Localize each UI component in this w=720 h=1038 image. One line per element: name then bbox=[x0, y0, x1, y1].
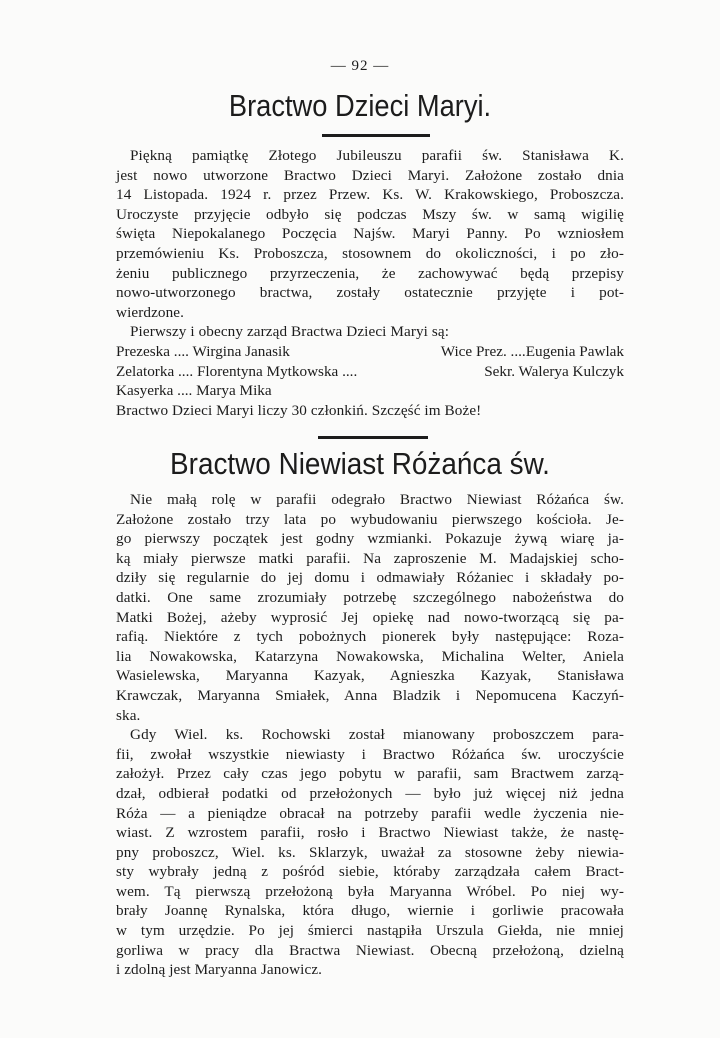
section-divider-rule bbox=[318, 436, 428, 439]
officer-right: Sekr. Walerya Kulczyk bbox=[484, 362, 624, 380]
text-line: brały Joannę Rynalska, która długo, wiernie i gorliwie pracowała bbox=[116, 902, 624, 920]
section-title-bractwo-niewiast: Bractwo Niewiast Różańca św. bbox=[170, 446, 550, 481]
text-line: Matki Bożej, ażeby wyprosić Jej opiekę nad nowo-tworzącą się pa- bbox=[116, 608, 624, 626]
officer-row bbox=[116, 381, 624, 401]
text-line: ska. bbox=[116, 706, 141, 724]
text-line: gorliwa w pracy dla Bractwa Niewiast. Obecną przełożoną, dzielną bbox=[116, 941, 624, 959]
text-line: Wasielewska, Maryanna Kazyak, Agnieszka Kazyak, Stanisława bbox=[116, 667, 624, 685]
text-line: w tym urzędzie. Po jej śmierci nastąpiła Urszula Giełda, nie mniej bbox=[116, 922, 624, 940]
text-line: go pierwszy początek jest godny wzmianki. Pokazuje żywą wiarę ja- bbox=[116, 530, 624, 548]
text-line: datki. One same zrozumiały potrzebę szczególnego nabożeństwa do bbox=[116, 588, 624, 606]
officer-left: Prezeska .... Wirgina Janasik bbox=[116, 342, 290, 360]
officer-left: Kasyerka .... Marya Mika bbox=[116, 382, 272, 400]
paragraph bbox=[116, 146, 624, 322]
text-line: pny proboszcz, Wiel. ks. Sklarzyk, uważał za stosowne żeby niewia- bbox=[116, 843, 624, 861]
text-line: fii, zwołał wszystkie niewiasty i Bractwo Różańca św. uroczyście bbox=[116, 745, 624, 763]
text-line: żeniu publicznego przyrzeczenia, że zachowywać będą przepisy bbox=[116, 264, 624, 282]
text-line: lia Nowakowska, Katarzyna Nowakowska, Michalina Welter, Aniela bbox=[116, 647, 624, 665]
closing-line: Bractwo Dzieci Maryi liczy 30 członkiń. Szczęść im Boże! bbox=[116, 401, 482, 419]
text-line: Gdy Wiel. ks. Rochowski został mianowany proboszczem para- bbox=[130, 726, 624, 744]
text-line: jest nowo utworzone Bractwo Dzieci Maryi. Założone zostało dnia bbox=[116, 166, 624, 184]
text-line: święta Niepokalanego Poczęcia Najśw. Maryi Panny. Po wzniosłem bbox=[116, 225, 624, 243]
text-line: dzał, odbierał podatki od przełożonych — było już więcej niż jedna bbox=[116, 784, 624, 802]
officer-row bbox=[116, 342, 624, 362]
text-line: Piękną pamiątkę Złotego Jubileuszu parafii św. Stanisława K. bbox=[130, 147, 624, 164]
text-line: Uroczyste przyjęcie odbyło się podczas Mszy św. w samą wigilię bbox=[116, 205, 624, 223]
text-line: założył. Przez cały czas jego pobytu w parafii, sam Bractwem zarzą- bbox=[116, 765, 624, 783]
section-title-bractwo-dzieci-maryi: Bractwo Dzieci Maryi. bbox=[228, 88, 492, 123]
section-body-dzieci-maryi bbox=[116, 146, 624, 420]
officer-row bbox=[116, 362, 624, 382]
text-line: wierdzone. bbox=[116, 303, 185, 321]
text-line: 14 Listopada. 1924 r. przez Przew. Ks. W. Krakowskiego, Proboszcza. bbox=[116, 186, 624, 204]
text-line: i zdolną jest Maryanna Janowicz. bbox=[116, 961, 323, 979]
section-body-niewiast bbox=[116, 490, 624, 980]
text-line: ką miały pierwsze matki parafii. Na zaproszenie M. Madajskiej scho- bbox=[116, 549, 624, 567]
paragraph bbox=[116, 725, 624, 980]
text-line: przemówieniu Ks. Proboszcza, stosownem do okoliczności, i po zło- bbox=[116, 244, 624, 262]
title-underline-rule bbox=[322, 134, 430, 137]
officers-intro: Pierwszy i obecny zarząd Bractwa Dzieci Maryi są: bbox=[130, 323, 450, 341]
text-line: Nie małą rolę w parafii odegrało Bractwo Niewiast Różańca św. bbox=[130, 491, 624, 508]
text-line: wiast. Z wzrostem parafii, rosło i Bractwo Niewiast także, że nastę- bbox=[116, 824, 624, 842]
page-number: — 92 — bbox=[330, 58, 390, 74]
paragraph bbox=[116, 490, 624, 725]
text-line: nowo-utworzonego bractwa, zostały ostatecznie przyjęte i pot- bbox=[116, 284, 624, 302]
officer-left: Zelatorka .... Florentyna Mytkowska .... bbox=[116, 362, 358, 380]
text-line: Róża — a pieniądze obracał na potrzeby parafii wedle życzenia nie- bbox=[116, 804, 624, 822]
officer-right: Wice Prez. ....Eugenia Pawlak bbox=[440, 342, 624, 360]
text-line: sty wybrały jedną z pośród siebie, któraby zarządzała całem Bract- bbox=[116, 863, 624, 881]
text-line: rafią. Niektóre z tych pobożnych pionerek były następujące: Roza- bbox=[116, 628, 624, 646]
text-line: Założone zostało trzy lata po wybudowaniu pierwszego kościoła. Je- bbox=[116, 510, 624, 528]
text-line: wem. Tą pierwszą przełożoną była Maryanna Wróbel. Po niej wy- bbox=[116, 882, 624, 900]
text-line: dziły się regularnie do jej domu i odmawiały Różaniec i składały po- bbox=[116, 569, 624, 587]
text-line: Krawczak, Maryanna Smiałek, Anna Bladzik i Nepomucena Kaczyń- bbox=[116, 686, 624, 704]
